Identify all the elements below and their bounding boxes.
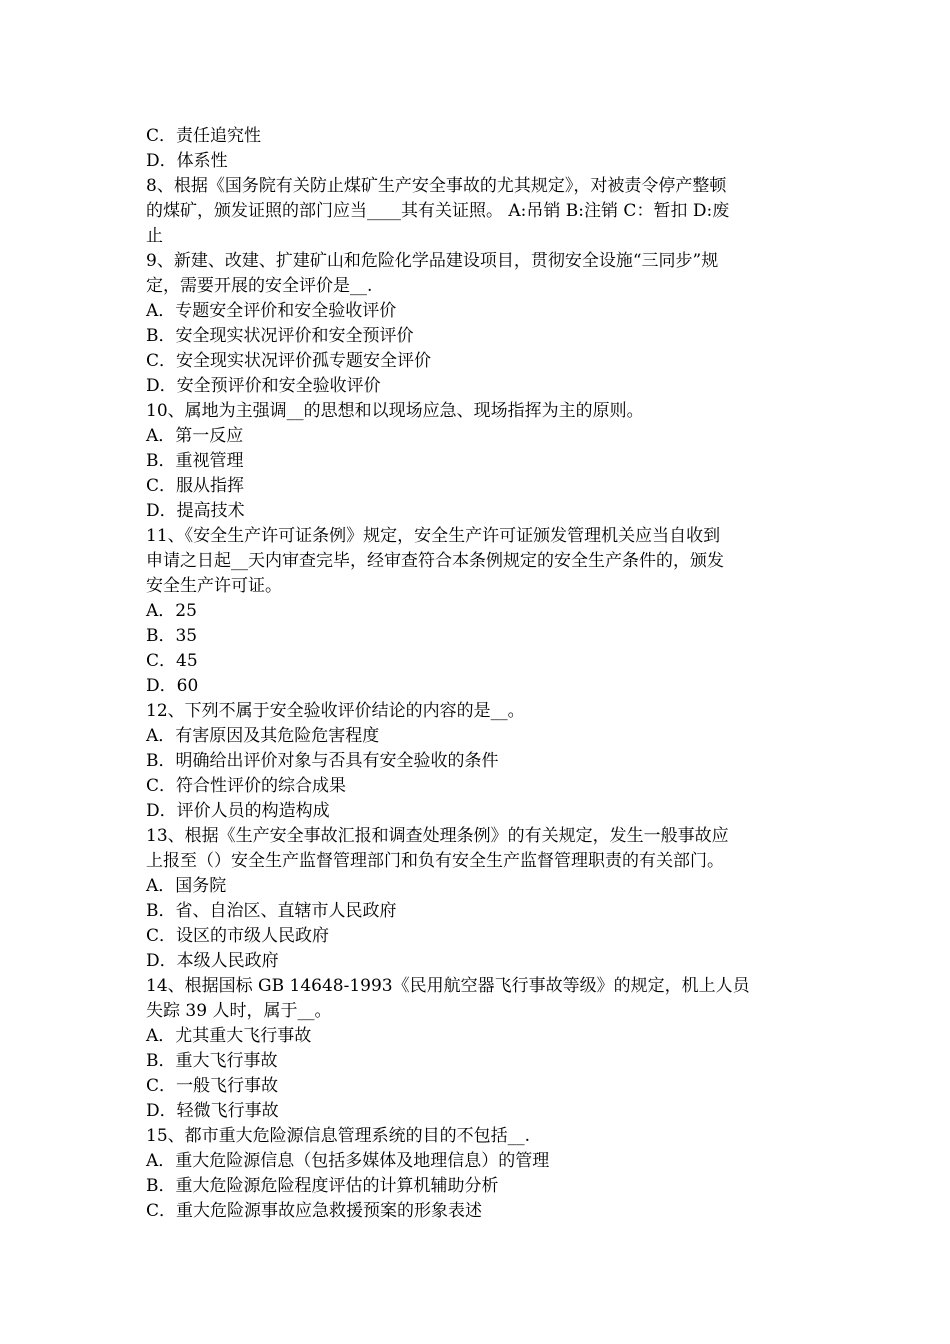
option-line: D．轻微飞行事故	[146, 1101, 279, 1121]
option-line: C．服从指挥	[146, 476, 245, 496]
option-line: A．专题安全评价和安全验收评价	[146, 301, 397, 321]
option-line: D．本级人民政府	[146, 951, 279, 971]
option-line: A．25	[146, 601, 197, 621]
option-line: D．60	[146, 676, 199, 696]
option-line: B．重视管理	[146, 451, 244, 471]
question-line: 申请之日起__天内审查完毕，经审查符合本条例规定的安全生产条件的，颁发	[146, 551, 724, 571]
question-line: 10、属地为主强调__的思想和以现场应急、现场指挥为主的原则。	[146, 401, 644, 421]
option-line: C．一般飞行事故	[146, 1076, 279, 1096]
option-line: C．符合性评价的综合成果	[146, 776, 347, 796]
question-line: 失踪 39 人时，属于__。	[146, 1001, 332, 1021]
option-line: A．尤其重大飞行事故	[146, 1026, 312, 1046]
document-body	[146, 124, 808, 1224]
question-line: 14、根据国标 GB 14648-1993《民用航空器飞行事故等级》的规定，机上人员	[146, 976, 750, 996]
option-line: C．设区的市级人民政府	[146, 926, 330, 946]
question-line: 9、新建、改建、扩建矿山和危险化学品建设项目，贯彻安全设施“三同步”规	[146, 251, 719, 271]
question-line: 12、下列不属于安全验收评价结论的内容的是__。	[146, 701, 525, 721]
option-line: C．安全现实状况评价孤专题安全评价	[146, 351, 432, 371]
question-line: 15、都市重大危险源信息管理系统的目的不包括__.	[146, 1126, 531, 1146]
option-line: B．35	[146, 626, 198, 646]
option-line: C．责任追究性	[146, 126, 262, 146]
option-line: A．有害原因及其危险危害程度	[146, 726, 380, 746]
option-line: C．重大危险源事故应急救援预案的形象表述	[146, 1201, 483, 1221]
question-line: 安全生产许可证。	[146, 576, 282, 596]
option-line: D．评价人员的构造构成	[146, 801, 330, 821]
option-line: A．国务院	[146, 876, 227, 896]
question-line: 上报至（）安全生产监督管理部门和负有安全生产监督管理职责的有关部门。	[146, 851, 724, 871]
option-line: D．体系性	[146, 151, 228, 171]
option-line: B．重大危险源危险程度评估的计算机辅助分析	[146, 1176, 499, 1196]
question-line: 13、根据《生产安全事故汇报和调查处理条例》的有关规定，发生一般事故应	[146, 826, 729, 846]
option-line: B．重大飞行事故	[146, 1051, 278, 1071]
question-line: 的煤矿，颁发证照的部门应当____其有关证照。 A:吊销 B:注销 C：暂扣 D:废	[146, 201, 730, 221]
option-line: A．第一反应	[146, 426, 244, 446]
option-line: B．明确给出评价对象与否具有安全验收的条件	[146, 751, 499, 771]
option-line: D．安全预评价和安全验收评价	[146, 376, 381, 396]
option-line: D．提高技术	[146, 501, 245, 521]
question-line: 8、根据《国务院有关防止煤矿生产安全事故的尤其规定》，对被责令停产整顿	[146, 176, 727, 196]
question-line: 11、《安全生产许可证条例》规定，安全生产许可证颁发管理机关应当自收到	[146, 526, 721, 546]
question-line: 定，需要开展的安全评价是__.	[146, 276, 373, 296]
question-line: 止	[146, 226, 163, 246]
option-line: B．安全现实状况评价和安全预评价	[146, 326, 414, 346]
option-line: C．45	[146, 651, 198, 671]
option-line: B．省、自治区、直辖市人民政府	[146, 901, 397, 921]
option-line: A．重大危险源信息（包括多媒体及地理信息）的管理	[146, 1151, 550, 1171]
